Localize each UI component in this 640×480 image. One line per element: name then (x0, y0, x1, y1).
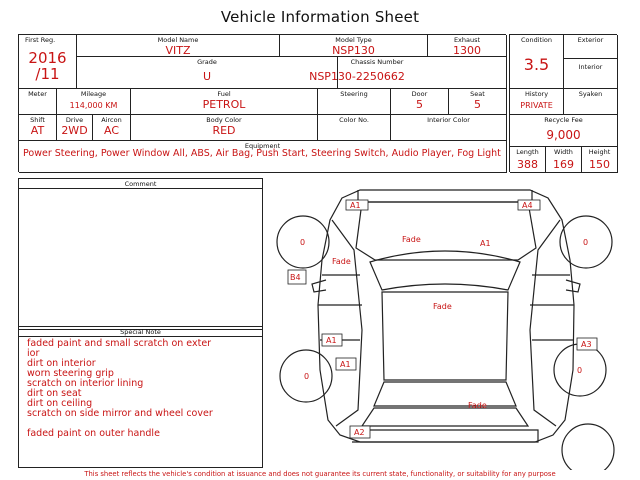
door-cell (391, 89, 449, 115)
special-note-header (19, 327, 262, 337)
body-color-cell (131, 115, 318, 141)
steering-cell (318, 89, 391, 115)
drive-value: 2WD (61, 124, 88, 137)
mark-front-right: A4 (522, 201, 533, 210)
car-body-outline (318, 190, 574, 442)
mark-hood-right: A1 (480, 239, 491, 248)
condition-value: 3.5 (523, 55, 550, 74)
special-note-line: faded paint and small scratch on exter (27, 338, 212, 349)
special-note-line: ior (27, 348, 40, 359)
condition-label: Condition (520, 36, 553, 44)
special-note-box (18, 326, 263, 468)
chassis-cell (309, 57, 507, 89)
mark-roof: Fade (433, 302, 452, 311)
shift-label: Shift (30, 116, 45, 124)
aircon-cell (93, 115, 131, 141)
exterior-label: Exterior (577, 36, 604, 44)
height-value: 150 (589, 158, 610, 171)
equipment-value: Power Steering, Power Window All, ABS, Air Bag, Push Start, Steering Switch, Audio Player, Fog Light (23, 148, 501, 159)
fuel-value: PETROL (202, 98, 246, 111)
special-note-line: worn steering grip (27, 368, 114, 379)
model-name-value: VITZ (165, 44, 191, 57)
chassis-label: Chassis Number (350, 58, 404, 66)
special-note-line: scratch on side mirror and wheel cover (27, 408, 213, 419)
special-note-line: dirt on ceiling (27, 398, 93, 409)
comment-box (18, 178, 263, 330)
car-damage-diagram (270, 180, 628, 470)
mark-tire-rr: 0 (577, 366, 583, 375)
mark-tire-fl: 0 (300, 238, 306, 247)
model-type-value: NSP130 (332, 44, 375, 57)
info-grid (18, 34, 506, 172)
shift-value: AT (30, 124, 45, 137)
mark-rear: Fade (468, 401, 487, 410)
seat-value: 5 (474, 98, 481, 111)
right-info-grid (509, 34, 617, 172)
history-cell (510, 89, 564, 115)
height-cell (582, 147, 618, 173)
mark-front-left: A1 (350, 201, 361, 210)
mark-rear-bumper: A2 (354, 428, 365, 437)
comment-label: Comment (124, 180, 157, 188)
drive-label: Drive (65, 116, 84, 124)
equipment-cell (19, 141, 507, 173)
first-reg-month: /11 (35, 65, 60, 83)
special-note-list (27, 339, 259, 439)
seat-cell (449, 89, 507, 115)
page-title: Vehicle Information Sheet (220, 8, 420, 26)
fuel-cell (131, 89, 318, 115)
special-note-line: scratch on interior lining (27, 378, 144, 389)
drive-cell (57, 115, 93, 141)
interior-cell (564, 59, 618, 89)
mark-left-front-door: A1 (326, 336, 337, 345)
mark-hood: Fade (402, 235, 421, 244)
length-cell (510, 147, 546, 173)
mileage-label: Mileage (80, 90, 107, 98)
recycle-fee-label: Recycle Fee (544, 116, 583, 124)
history-label: History (524, 90, 549, 98)
recycle-fee-value: 9,000 (546, 128, 581, 142)
aircon-value: AC (103, 124, 119, 137)
equipment-label: Equipment (244, 142, 281, 150)
door-label: Door (411, 90, 428, 98)
grade-label: Grade (197, 58, 217, 66)
exhaust-cell (428, 35, 507, 57)
special-note-line: dirt on seat (27, 388, 82, 399)
history-value: PRIVATE (520, 101, 553, 110)
model-type-cell (280, 35, 428, 57)
condition-cell (510, 35, 564, 89)
special-note-line: dirt on interior (27, 358, 96, 369)
mark-right-rear-door: A3 (581, 340, 592, 349)
exhaust-value: 1300 (453, 44, 481, 57)
seat-label: Seat (470, 90, 485, 98)
length-value: 388 (517, 158, 538, 171)
color-no-cell (318, 115, 391, 141)
mark-tire-rl: 0 (304, 372, 310, 381)
syaken-label: Syaken (578, 90, 603, 98)
width-value: 169 (553, 158, 574, 171)
mark-tire-fr: 0 (583, 238, 589, 247)
first-reg-label: First Reg. (25, 36, 56, 44)
color-no-label: Color No. (339, 116, 369, 124)
width-label: Width (554, 148, 573, 156)
model-name-cell (77, 35, 280, 57)
special-note-line: faded paint on outer handle (27, 428, 160, 439)
exterior-cell (564, 35, 618, 59)
model-name-label: Model Name (157, 36, 199, 44)
body-color-label: Body Color (206, 116, 242, 124)
mark-left-fender: B4 (290, 273, 301, 282)
fuel-label: Fuel (217, 90, 231, 98)
chassis-value: NSP130-2250662 (309, 70, 405, 83)
steering-label: Steering (340, 90, 368, 98)
body-color-value: RED (212, 124, 236, 137)
mark-windshield-left: Fade (332, 257, 351, 266)
spare-tire-icon (562, 424, 614, 470)
shift-cell (19, 115, 57, 141)
first-reg-cell (19, 35, 77, 89)
syaken-cell (564, 89, 618, 115)
mileage-cell (57, 89, 131, 115)
meter-cell (19, 89, 57, 115)
model-type-label: Model Type (335, 36, 372, 44)
door-value: 5 (416, 98, 423, 111)
grade-value: U (202, 70, 212, 83)
recycle-fee-cell (510, 115, 618, 147)
height-label: Height (588, 148, 611, 156)
first-reg-year: 2016 (28, 49, 67, 67)
mark-left-rear-door: A1 (340, 360, 351, 369)
comment-header (19, 179, 262, 189)
mileage-value: 114,000 KM (69, 101, 118, 110)
exhaust-label: Exhaust (453, 36, 481, 44)
disclaimer-footer: This sheet reflects the vehicle's condition at issuance and does not guarantee its current state, functionality, or suitability for any purpose (84, 470, 556, 478)
special-note-label: Special Note (120, 328, 161, 336)
aircon-label: Aircon (101, 116, 122, 124)
interior-color-label: Interior Color (427, 116, 470, 124)
interior-color-cell (391, 115, 507, 141)
interior-label: Interior (578, 63, 603, 71)
length-label: Length (516, 148, 539, 156)
meter-label: Meter (28, 90, 47, 98)
width-cell (546, 147, 582, 173)
